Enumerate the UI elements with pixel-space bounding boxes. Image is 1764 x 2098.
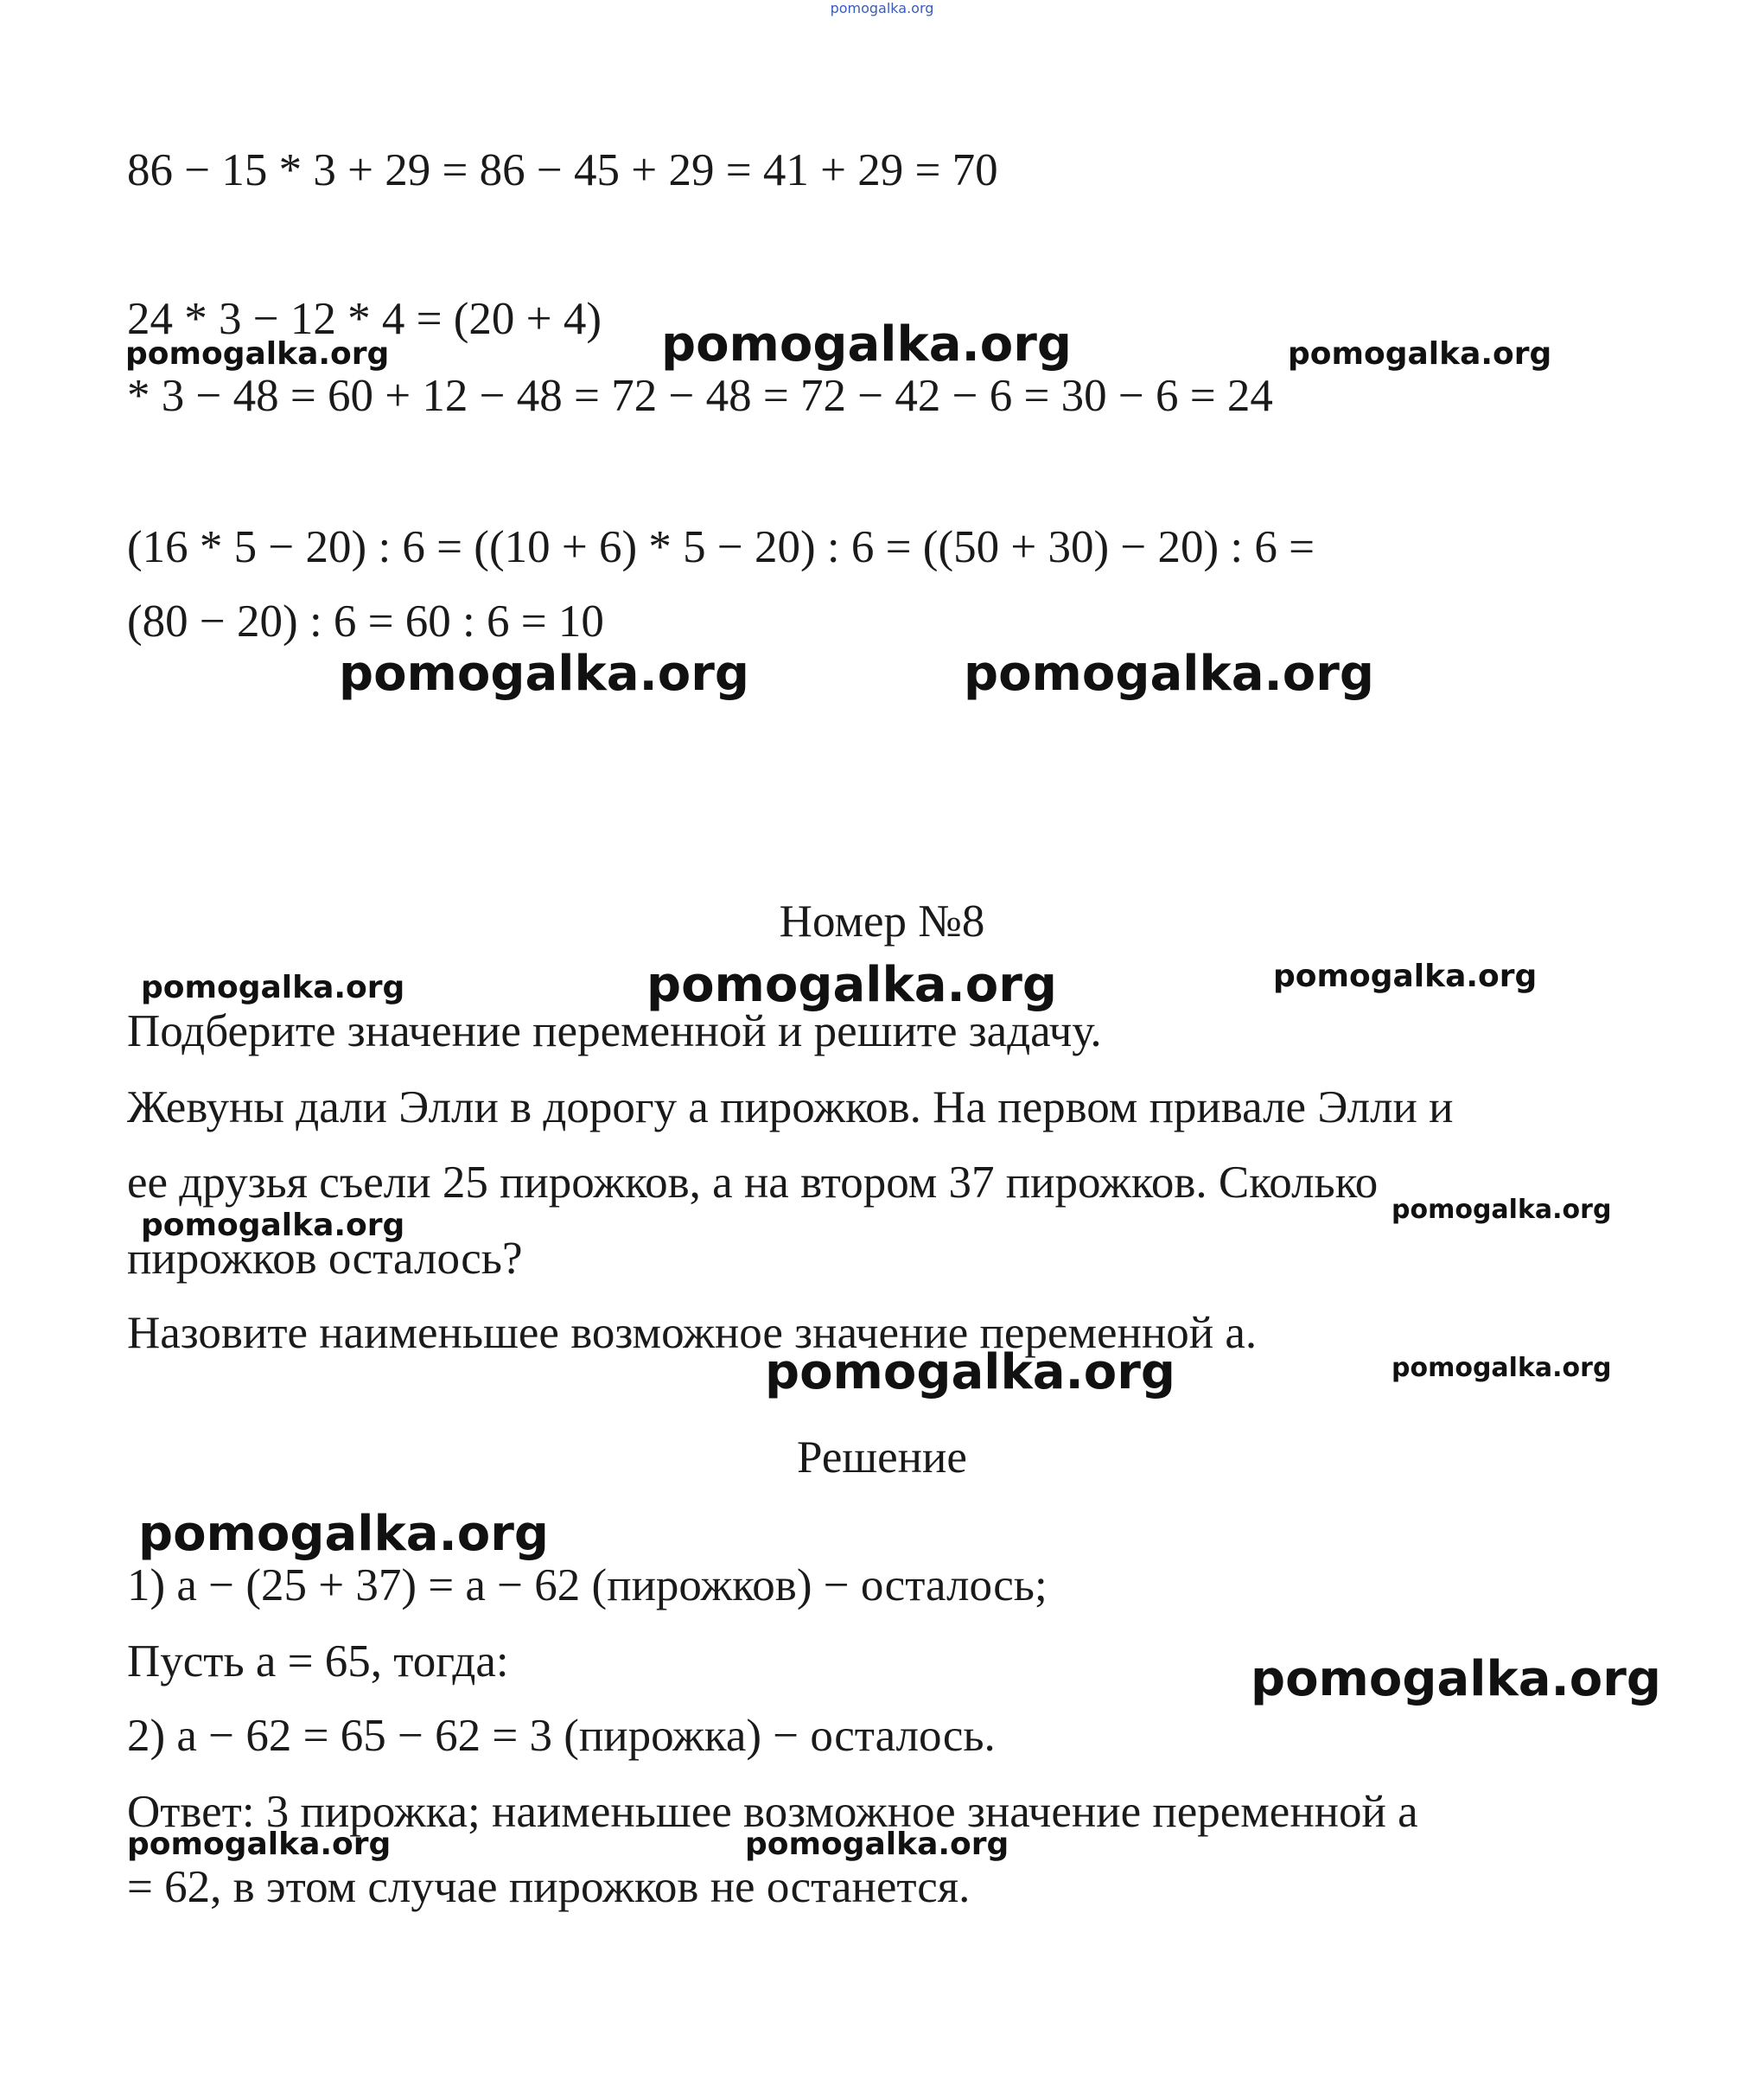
answer-line-1: Ответ: 3 пирожка; наименьшее возможное значение переменной а <box>127 1787 1418 1837</box>
problem-question: Назовите наименьшее возможное значение переменной а. <box>127 1308 1258 1358</box>
watermark: pomogalka.org <box>141 970 405 1005</box>
problem-text-line-2: ее друзья съели 25 пирожков, а на втором 37 пирожков. Сколько <box>127 1157 1379 1208</box>
watermark: pomogalka.org <box>646 957 1057 1013</box>
watermark: pomogalka.org <box>339 646 749 702</box>
equation-3-line-2: (80 − 20) : 6 = 60 : 6 = 10 <box>127 596 604 647</box>
solution-step-1: 1) а − (25 + 37) = а − 62 (пирожков) − осталось; <box>127 1560 1048 1610</box>
equation-1: 86 − 15 * 3 + 29 = 86 − 45 + 29 = 41 + 29 = 70 <box>127 145 998 195</box>
equation-2-line-1: 24 * 3 − 12 * 4 = (20 + 4) <box>127 294 602 344</box>
watermark: pomogalka.org <box>127 1827 392 1862</box>
watermark: pomogalka.org <box>1391 1353 1612 1383</box>
solution-heading: Решение <box>797 1432 967 1483</box>
problem-heading: Номер №8 <box>779 896 985 947</box>
watermark: pomogalka.org <box>964 646 1374 702</box>
watermark: pomogalka.org <box>745 1827 1009 1862</box>
watermark: pomogalka.org <box>141 1208 405 1243</box>
watermark: pomogalka.org <box>138 1506 549 1562</box>
problem-text-line-3: пирожков осталось? <box>127 1234 523 1284</box>
solution-let: Пусть а = 65, тогда: <box>127 1636 509 1687</box>
solution-step-2: 2) а − 62 = 65 − 62 = 3 (пирожка) − осталось. <box>127 1711 996 1761</box>
answer-line-2: = 62, в этом случае пирожков не останется. <box>127 1862 971 1912</box>
top-watermark: pomogalka.org <box>830 0 934 16</box>
equation-3-line-1: (16 * 5 − 20) : 6 = ((10 + 6) * 5 − 20) : 6 = ((50 + 30) − 20) : 6 = <box>127 522 1315 572</box>
problem-instruction: Подберите значение переменной и решите задачу. <box>127 1006 1102 1056</box>
equation-2-line-2: * 3 − 48 = 60 + 12 − 48 = 72 − 48 = 72 − 42 − 6 = 30 − 6 = 24 <box>127 371 1273 421</box>
watermark: pomogalka.org <box>661 316 1072 373</box>
watermark: pomogalka.org <box>765 1344 1175 1400</box>
watermark: pomogalka.org <box>1273 959 1538 994</box>
watermark: pomogalka.org <box>125 336 390 372</box>
watermark: pomogalka.org <box>1288 336 1552 372</box>
problem-text-line-1: Жевуны дали Элли в дорогу а пирожков. На первом привале Элли и <box>127 1082 1454 1132</box>
watermark: pomogalka.org <box>1391 1195 1612 1225</box>
watermark: pomogalka.org <box>1251 1651 1661 1707</box>
